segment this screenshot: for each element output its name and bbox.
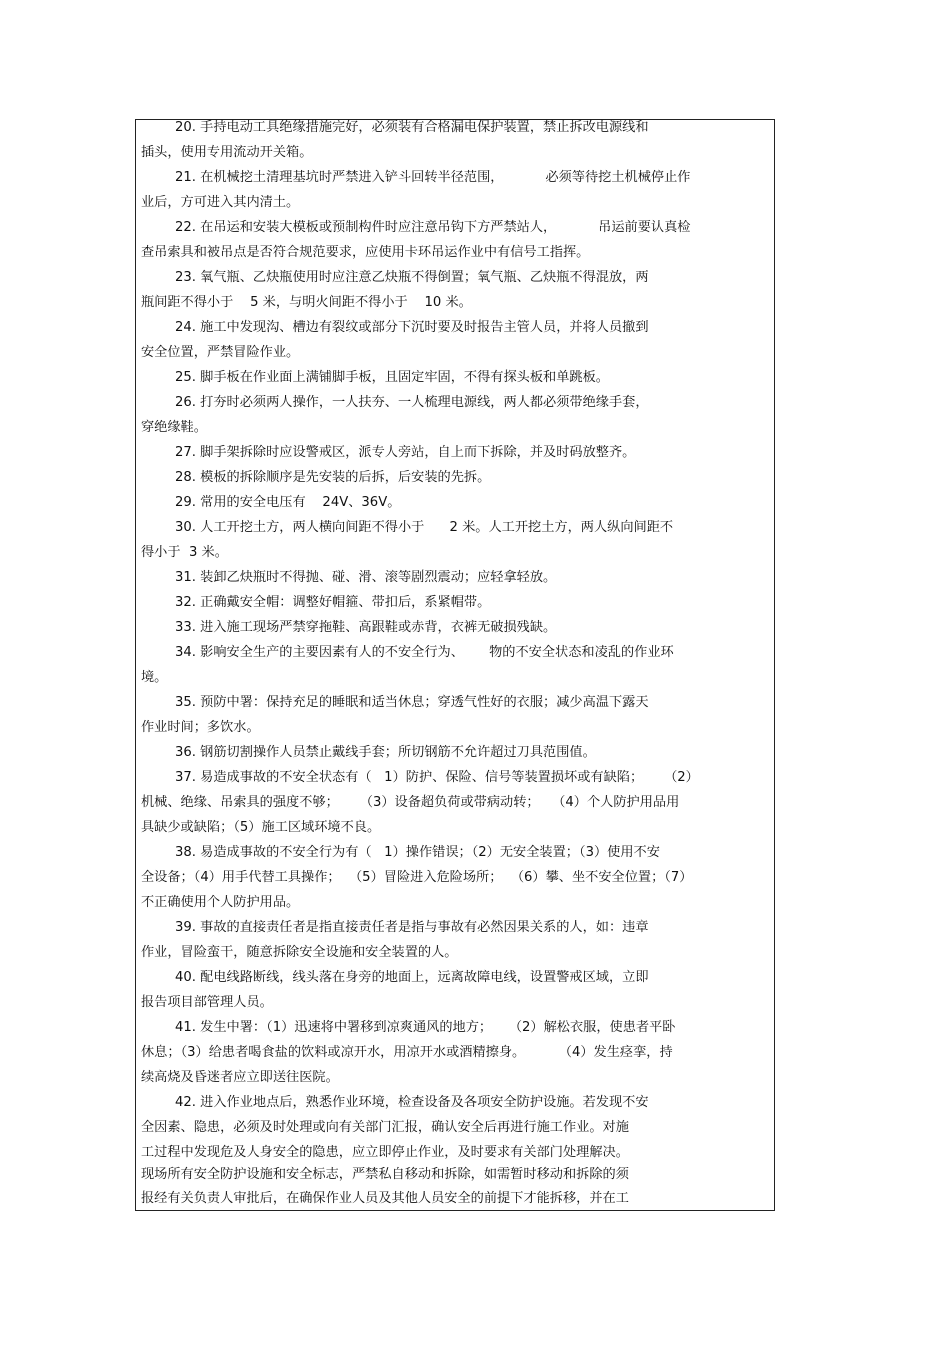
text-line: 25. 脚手板在作业面上满铺脚手板，且固定牢固，不得有探头板和单跳板。 xyxy=(175,370,609,385)
text-line: 报告项目部管理人员。 xyxy=(141,995,273,1010)
text-line: 安全位置，严禁冒险作业。 xyxy=(141,345,300,360)
text-line: 42. 进入作业地点后，熟悉作业环境，检查设备及各项安全防护设施。若发现不安 xyxy=(175,1095,649,1110)
text-line: 境。 xyxy=(141,670,168,685)
text-line: 26. 打夯时必须两人操作，一人扶夯、一人梳理电源线，两人都必须带绝缘手套， xyxy=(175,395,649,410)
text-line: 36. 钢筋切割操作人员禁止戴线手套；所切钢筋不允许超过刀具范围值。 xyxy=(175,745,596,760)
text-line: 具缺少或缺陷；（5）施工区域环境不良。 xyxy=(141,820,381,835)
text-line: 21. 在机械挖土清理基坑时严禁进入铲斗回转半径范围， 必须等待挖土机械停止作 xyxy=(175,170,691,185)
text-line: 22. 在吊运和安装大模板或预制构件时应注意吊钩下方严禁站人， 吊运前要认真检 xyxy=(175,220,691,235)
text-line: 31. 装卸乙炔瓶时不得抛、碰、滑、滚等剧烈震动；应轻拿轻放。 xyxy=(175,570,557,585)
text-line: 现场所有安全防护设施和安全标志，严禁私自移动和拆除，如需暂时移动和拆除的须 xyxy=(141,1167,629,1182)
text-line: 休息；（3）给患者喝食盐的饮料或凉开水，用凉开水或酒精擦身。 （4）发生痉挛，持 xyxy=(141,1045,673,1060)
text-line: 40. 配电线路断线，线头落在身旁的地面上，远离故障电线，设置警戒区域，立即 xyxy=(175,970,649,985)
text-line: 32. 正确戴安全帽：调整好帽箍、带扣后，系紧帽带。 xyxy=(175,595,491,610)
text-line: 39. 事故的直接责任者是指直接责任者是指与事故有必然因果关系的人，如：违章 xyxy=(175,920,649,935)
text-line: 查吊索具和被吊点是否符合规范要求，应使用卡环吊运作业中有信号工指挥。 xyxy=(141,245,590,260)
text-line: 作业时间；多饮水。 xyxy=(141,720,260,735)
text-line: 33. 进入施工现场严禁穿拖鞋、高跟鞋或赤背，衣裤无破损残缺。 xyxy=(175,620,557,635)
text-line: 20. 手持电动工具绝缘措施完好，必须装有合格漏电保护装置，禁止拆改电源线和 xyxy=(175,120,649,135)
text-line: 34. 影响安全生产的主要因素有人的不安全行为、 物的不安全状态和凌乱的作业环 xyxy=(175,645,674,660)
text-line: 35. 预防中署：保持充足的睡眠和适当休息；穿透气性好的衣服；减少高温下露天 xyxy=(175,695,649,710)
text-line: 23. 氧气瓶、乙炔瓶使用时应注意乙炔瓶不得倒置；氧气瓶、乙炔瓶不得混放，两 xyxy=(175,270,649,285)
text-line: 41. 发生中署：（1）迅速将中署移到凉爽通风的地方； （2）解松衣服，使患者平卧 xyxy=(175,1020,676,1035)
text-line: 37. 易造成事故的不安全状态有（ 1）防护、保险、信号等装置损坏或有缺陷； （2） xyxy=(175,770,699,785)
text-line: 瓶间距不得小于 5 米，与明火间距不得小于 10 米。 xyxy=(141,295,472,310)
text-line: 作业，冒险蛮干，随意拆除安全设施和安全装置的人。 xyxy=(141,945,458,960)
text-line: 全因素、隐患，必须及时处理或向有关部门汇报，确认安全后再进行施工作业。对施 xyxy=(141,1120,629,1135)
text-line: 报经有关负责人审批后，在确保作业人员及其他人员安全的前提下才能拆移，并在工 xyxy=(141,1191,629,1206)
text-line: 38. 易造成事故的不安全行为有（ 1）操作错误；（2）无安全装置；（3）使用不安 xyxy=(175,845,660,860)
text-line: 业后，方可进入其内清土。 xyxy=(141,195,300,210)
text-line: 穿绝缘鞋。 xyxy=(141,420,207,435)
text-line: 插头，使用专用流动开关箱。 xyxy=(141,145,313,160)
text-line: 机械、绝缘、吊索具的强度不够； （3）设备超负荷或带病动转； （4）个人防护用品用 xyxy=(141,795,680,810)
text-line: 24. 施工中发现沟、槽边有裂纹或部分下沉时要及时报告主管人员，并将人员撤到 xyxy=(175,320,649,335)
text-line: 工过程中发现危及人身安全的隐患，应立即停止作业，及时要求有关部门处理解决。 xyxy=(141,1145,629,1160)
text-line: 30. 人工开挖土方，两人横向间距不得小于 2 米。人工开挖土方，两人纵向间距不 xyxy=(175,520,674,535)
text-line: 27. 脚手架拆除时应设警戒区，派专人旁站，自上而下拆除，并及时码放整齐。 xyxy=(175,445,636,460)
text-line: 29. 常用的安全电压有 24V、36V。 xyxy=(175,495,401,510)
text-line: 续高烧及昏迷者应立即送往医院。 xyxy=(141,1070,339,1085)
text-line: 28. 模板的拆除顺序是先安装的后拆，后安装的先拆。 xyxy=(175,470,491,485)
text-line: 得小于 3 米。 xyxy=(141,545,228,560)
text-line: 不正确使用个人防护用品。 xyxy=(141,895,300,910)
text-line: 全设备；（4）用手代替工具操作； （5）冒险进入危险场所； （6）攀、坐不安全位置；（7） xyxy=(141,870,693,885)
